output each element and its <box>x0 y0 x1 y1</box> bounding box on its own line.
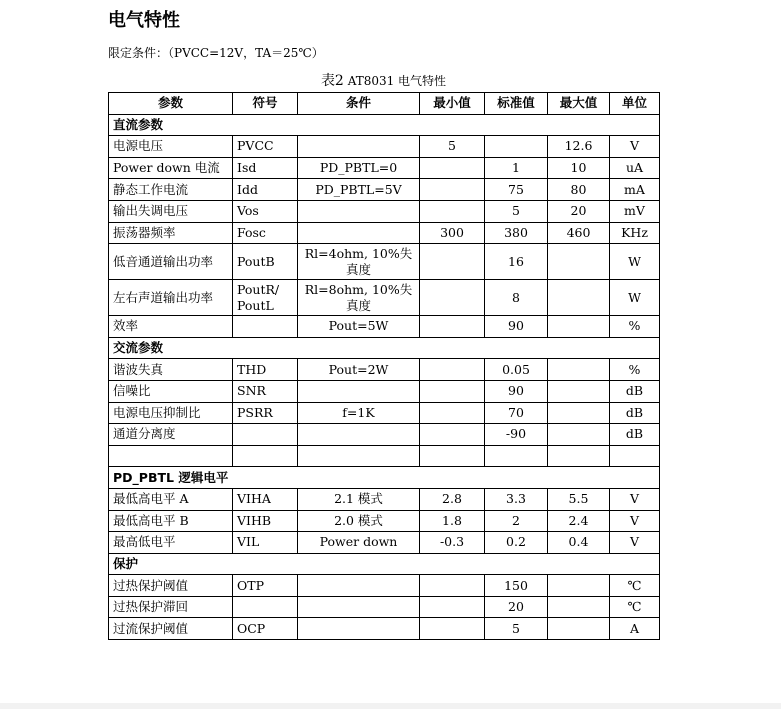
table-row <box>109 488 660 510</box>
cell-max <box>548 359 610 381</box>
section-title: 交流参数 <box>109 337 660 359</box>
col-header-typ: 标准值 <box>485 93 548 115</box>
cell-max: 5.5 <box>548 488 610 510</box>
cell-min <box>420 402 485 424</box>
section-title: 保护 <box>109 553 660 575</box>
cell-param: 过热保护阈值 <box>109 575 233 597</box>
cell-symbol: VIHB <box>233 510 298 532</box>
cell-typ: 0.05 <box>485 359 548 381</box>
cell-condition: PD_PBTL=0 <box>298 157 420 179</box>
cell-condition <box>298 222 420 244</box>
table-body <box>109 114 660 639</box>
cell-symbol <box>233 596 298 618</box>
table-row <box>109 157 660 179</box>
table-row <box>109 280 660 316</box>
cell-min <box>420 424 485 446</box>
cell-param: 信噪比 <box>109 380 233 402</box>
cell-param <box>109 445 233 467</box>
cell-condition <box>298 424 420 446</box>
cell-symbol: Isd <box>233 157 298 179</box>
table-row <box>109 359 660 381</box>
cell-typ: -90 <box>485 424 548 446</box>
cell-symbol: OTP <box>233 575 298 597</box>
cell-condition: Rl=4ohm, 10%失真度 <box>298 244 420 280</box>
cell-max <box>548 424 610 446</box>
table-row <box>109 596 660 618</box>
cell-condition: Power down <box>298 532 420 554</box>
cell-unit: V <box>610 510 660 532</box>
cell-param: 电源电压抑制比 <box>109 402 233 424</box>
cell-unit <box>610 445 660 467</box>
table-row <box>109 532 660 554</box>
cell-max <box>548 575 610 597</box>
cell-min <box>420 596 485 618</box>
table-row <box>109 222 660 244</box>
test-conditions: 限定条件：（PVCC=12V，TA＝25℃） <box>108 46 324 60</box>
cell-symbol: VIL <box>233 532 298 554</box>
cell-condition <box>298 445 420 467</box>
col-header-unit: 单位 <box>610 93 660 115</box>
cell-max <box>548 380 610 402</box>
bottom-scroll-strip <box>0 703 781 709</box>
cell-min <box>420 359 485 381</box>
cell-unit: mV <box>610 200 660 222</box>
col-header-max: 最大值 <box>548 93 610 115</box>
table-row <box>109 510 660 532</box>
table-row <box>109 136 660 158</box>
cell-symbol: VIHA <box>233 488 298 510</box>
cell-condition <box>298 380 420 402</box>
cell-condition: PD_PBTL=5V <box>298 179 420 201</box>
cell-condition: 2.0 模式 <box>298 510 420 532</box>
cell-symbol: PSRR <box>233 402 298 424</box>
cell-param: 电源电压 <box>109 136 233 158</box>
cell-max <box>548 316 610 338</box>
table-header-row <box>109 93 660 115</box>
cell-typ: 8 <box>485 280 548 316</box>
cell-symbol: PoutR/ PoutL <box>233 280 298 316</box>
cell-condition <box>298 596 420 618</box>
cell-param: 最高低电平 <box>109 532 233 554</box>
cell-max: 80 <box>548 179 610 201</box>
cell-unit: V <box>610 136 660 158</box>
cell-unit: W <box>610 244 660 280</box>
table-number: 表2 <box>320 73 344 89</box>
cell-max <box>548 280 610 316</box>
cell-param: 低音通道输出功率 <box>109 244 233 280</box>
cell-typ: 2 <box>485 510 548 532</box>
col-header-min: 最小值 <box>420 93 485 115</box>
cell-max: 460 <box>548 222 610 244</box>
cell-typ: 90 <box>485 380 548 402</box>
section-title: 直流参数 <box>109 114 660 136</box>
cell-unit: mA <box>610 179 660 201</box>
cell-typ: 70 <box>485 402 548 424</box>
cell-symbol <box>233 424 298 446</box>
cell-max: 20 <box>548 200 610 222</box>
cell-param: 振荡器频率 <box>109 222 233 244</box>
cell-param: Power down 电流 <box>109 157 233 179</box>
table-row <box>109 445 660 467</box>
cell-min <box>420 179 485 201</box>
cell-unit: V <box>610 488 660 510</box>
cell-min <box>420 445 485 467</box>
cell-typ <box>485 136 548 158</box>
cell-min <box>420 157 485 179</box>
col-header-condition: 条件 <box>298 93 420 115</box>
cell-unit: V <box>610 532 660 554</box>
cell-max: 10 <box>548 157 610 179</box>
cell-max <box>548 244 610 280</box>
cell-param: 过热保护滞回 <box>109 596 233 618</box>
cell-symbol <box>233 445 298 467</box>
cell-min <box>420 280 485 316</box>
cell-param: 通道分离度 <box>109 424 233 446</box>
cell-condition: Rl=8ohm, 10%失真度 <box>298 280 420 316</box>
cell-unit: A <box>610 618 660 640</box>
cell-min <box>420 575 485 597</box>
cell-max: 12.6 <box>548 136 610 158</box>
col-header-symbol: 符号 <box>233 93 298 115</box>
section-title: PD_PBTL 逻辑电平 <box>109 467 660 489</box>
cell-typ <box>485 445 548 467</box>
cell-symbol: Fosc <box>233 222 298 244</box>
cell-min <box>420 316 485 338</box>
cell-symbol: Idd <box>233 179 298 201</box>
cell-condition: f=1K <box>298 402 420 424</box>
table-row <box>109 200 660 222</box>
table-row <box>109 316 660 338</box>
cell-typ: 20 <box>485 596 548 618</box>
cell-min: 300 <box>420 222 485 244</box>
cell-param: 左右声道输出功率 <box>109 280 233 316</box>
section-row <box>109 337 660 359</box>
cell-param: 效率 <box>109 316 233 338</box>
table-caption <box>108 70 659 90</box>
cell-param: 谐波失真 <box>109 359 233 381</box>
cell-param: 最低高电平 A <box>109 488 233 510</box>
table-row <box>109 179 660 201</box>
cell-param: 过流保护阈值 <box>109 618 233 640</box>
cell-unit: dB <box>610 424 660 446</box>
cell-typ: 1 <box>485 157 548 179</box>
cell-min <box>420 200 485 222</box>
cell-symbol: PVCC <box>233 136 298 158</box>
col-header-param: 参数 <box>109 93 233 115</box>
cell-symbol: OCP <box>233 618 298 640</box>
page-title: 电气特性 <box>108 10 180 31</box>
cell-condition: 2.1 模式 <box>298 488 420 510</box>
cell-condition <box>298 618 420 640</box>
cell-symbol: SNR <box>233 380 298 402</box>
cell-condition <box>298 575 420 597</box>
cell-typ: 16 <box>485 244 548 280</box>
cell-typ: 5 <box>485 618 548 640</box>
cell-max: 2.4 <box>548 510 610 532</box>
section-row <box>109 553 660 575</box>
cell-max <box>548 618 610 640</box>
cell-min <box>420 244 485 280</box>
cell-condition <box>298 200 420 222</box>
table-row <box>109 244 660 280</box>
cell-condition: Pout=2W <box>298 359 420 381</box>
cell-min: -0.3 <box>420 532 485 554</box>
cell-symbol: Vos <box>233 200 298 222</box>
cell-condition: Pout=5W <box>298 316 420 338</box>
cell-typ: 0.2 <box>485 532 548 554</box>
cell-unit: ℃ <box>610 596 660 618</box>
table-row <box>109 424 660 446</box>
cell-min: 2.8 <box>420 488 485 510</box>
cell-typ: 75 <box>485 179 548 201</box>
cell-symbol <box>233 316 298 338</box>
cell-min: 5 <box>420 136 485 158</box>
cell-unit: W <box>610 280 660 316</box>
cell-min <box>420 380 485 402</box>
cell-param: 静态工作电流 <box>109 179 233 201</box>
cell-symbol: THD <box>233 359 298 381</box>
cell-max <box>548 596 610 618</box>
table-row <box>109 380 660 402</box>
cell-max <box>548 402 610 424</box>
cell-unit: % <box>610 359 660 381</box>
cell-unit: ℃ <box>610 575 660 597</box>
cell-param: 输出失调电压 <box>109 200 233 222</box>
cell-unit: KHz <box>610 222 660 244</box>
cell-max <box>548 445 610 467</box>
section-row <box>109 467 660 489</box>
table-row <box>109 402 660 424</box>
cell-unit: % <box>610 316 660 338</box>
cell-typ: 150 <box>485 575 548 597</box>
cell-unit: dB <box>610 380 660 402</box>
cell-condition <box>298 136 420 158</box>
cell-min <box>420 618 485 640</box>
cell-typ: 3.3 <box>485 488 548 510</box>
cell-typ: 90 <box>485 316 548 338</box>
cell-param: 最低高电平 B <box>109 510 233 532</box>
cell-min: 1.8 <box>420 510 485 532</box>
cell-typ: 5 <box>485 200 548 222</box>
cell-unit: dB <box>610 402 660 424</box>
cell-max: 0.4 <box>548 532 610 554</box>
electrical-characteristics-table <box>108 92 660 640</box>
cell-unit: uA <box>610 157 660 179</box>
cell-symbol: PoutB <box>233 244 298 280</box>
section-row <box>109 114 660 136</box>
cell-typ: 380 <box>485 222 548 244</box>
table-title: AT8031 电气特性 <box>347 74 447 88</box>
table-row <box>109 575 660 597</box>
table-row <box>109 618 660 640</box>
